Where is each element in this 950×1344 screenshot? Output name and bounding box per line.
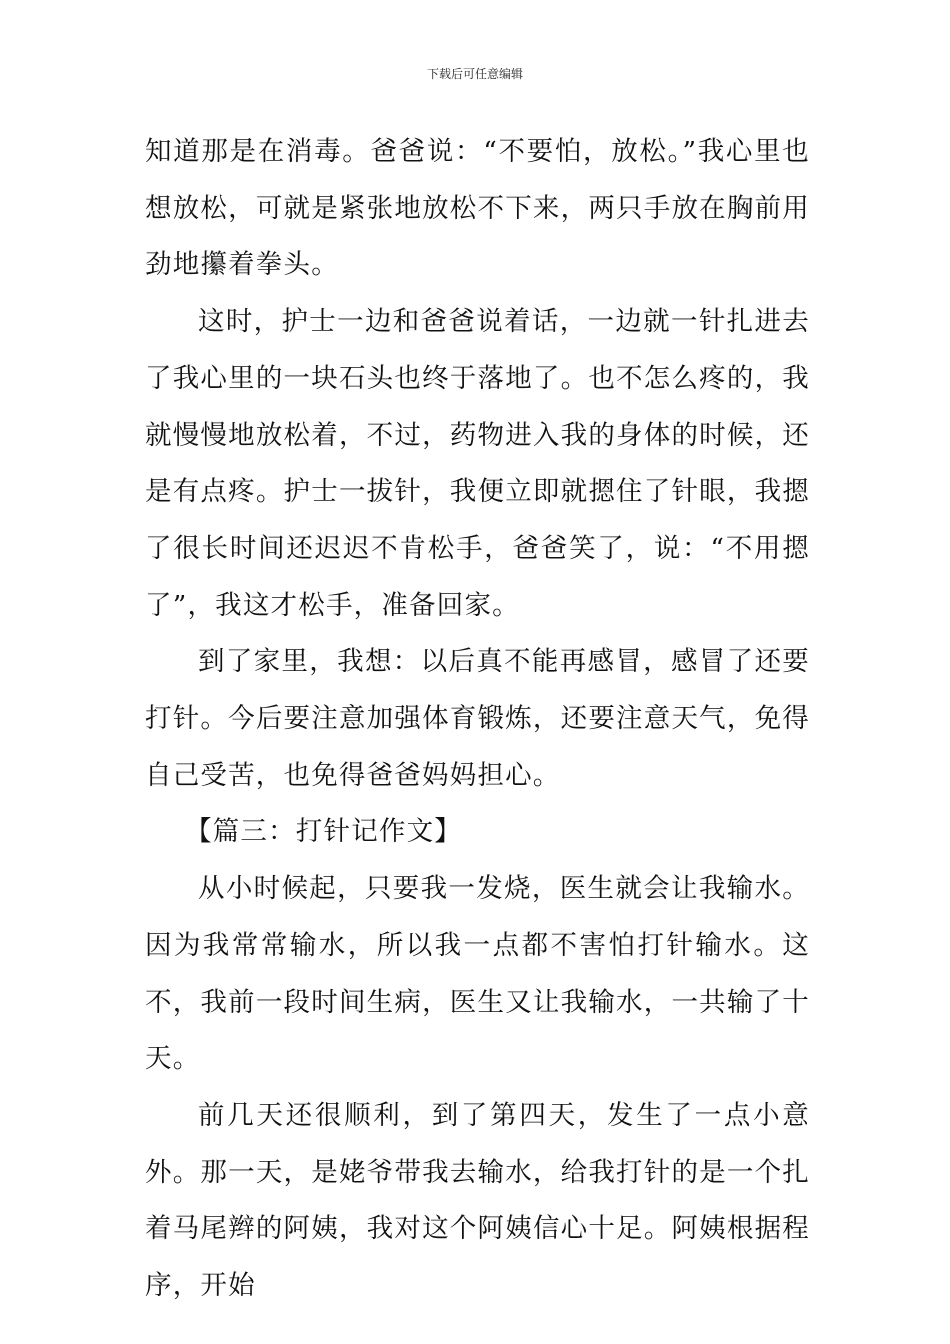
paragraph: 前几天还很顺利，到了第四天，发生了一点小意外。那一天，是姥爷带我去输水，给我打针的是一个扎着马尾辫的阿姨，我对这个阿姨信心十足。阿姨根据程序，开始: [145, 1099, 810, 1302]
section-heading: 【篇三：打针记作文】: [185, 816, 462, 848]
document-body: [145, 124, 810, 1315]
paragraph: 这时，护士一边和爸爸说着话，一边就一针扎进去了我心里的一块石头也终于落地了。也不怎么疼的，我就慢慢地放松着，不过，药物进入我的身体的时候，还是有点疼。护士一拔针，我便立即就摁住了针眼，我摁了很长时间还迟迟不肯松手，爸爸笑了，说：“不用摁了”，我这才松手，准备回家。: [145, 306, 810, 621]
paragraph: 到了家里，我想：以后真不能再感冒，感冒了还要打针。今后要注意加强体育锻炼，还要注意天气，免得自己受苦，也免得爸爸妈妈担心。: [145, 646, 810, 791]
paragraph-continuation: 知道那是在消毒。爸爸说：“不要怕，放松。”我心里也想放松，可就是紧张地放松不下来，两只手放在胸前用劲地攥着拳头。: [145, 136, 810, 281]
page-header: 下载后可任意编辑: [426, 67, 523, 81]
paragraph: 从小时候起，只要我一发烧，医生就会让我输水。因为我常常输水，所以我一点都不害怕打针输水。这不，我前一段时间生病，医生又让我输水，一共输了十天。: [145, 873, 810, 1075]
